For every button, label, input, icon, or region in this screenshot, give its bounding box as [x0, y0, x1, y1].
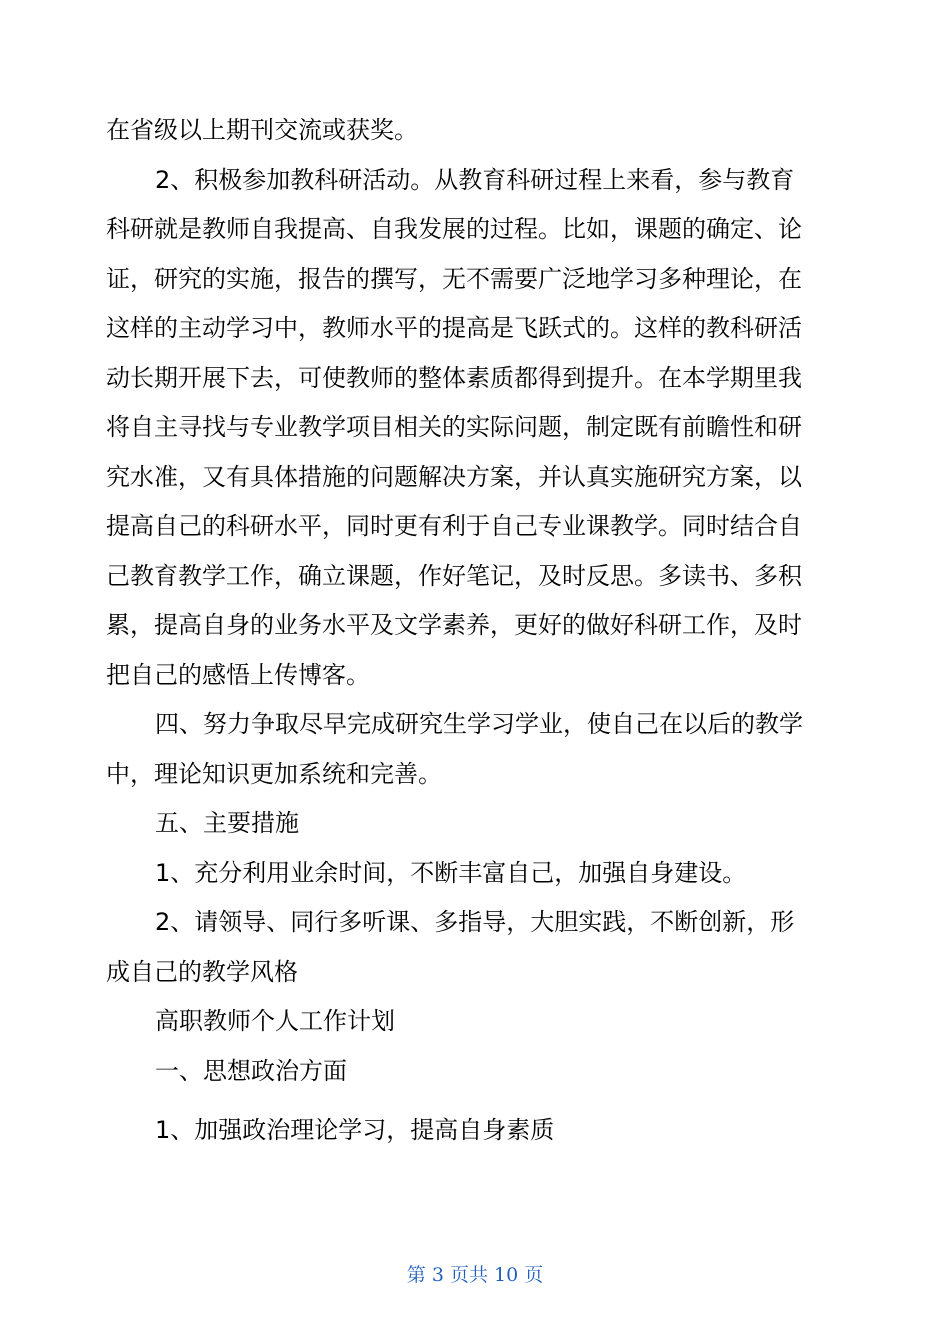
text-line: 提高自己的科研水平，同时更有利于自己专业课教学。同时结合自 [106, 512, 802, 540]
text-line: 四、努力争取尽早完成研究生学习学业，使自己在以后的教学 [155, 710, 803, 738]
section-heading: 五、主要措施 [155, 809, 299, 837]
text-line: 将自主寻找与专业教学项目相关的实际问题，制定既有前瞻性和研 [106, 413, 802, 441]
text-line: 1、加强政治理论学习，提高自身素质 [155, 1116, 555, 1144]
text-line: 2、请领导、同行多听课、多指导，大胆实践，不断创新，形 [155, 908, 795, 936]
text-line: 把自己的感悟上传博客。 [106, 661, 370, 689]
text-line: 究水准，又有具体措施的问题解决方案，并认真实施研究方案，以 [106, 463, 802, 491]
text-line: 动长期开展下去，可使教师的整体素质都得到提升。在本学期里我 [106, 364, 802, 392]
document-title: 高职教师个人工作计划 [155, 1007, 395, 1035]
text-line: 这样的主动学习中，教师水平的提高是飞跃式的。这样的教科研活 [106, 314, 802, 342]
text-line: 1、充分利用业余时间，不断丰富自己，加强自身建设。 [155, 859, 747, 887]
text-line: 己教育教学工作，确立课题，作好笔记，及时反思。多读书、多积 [106, 562, 802, 590]
page-number: 第 3 页共 10 页 [406, 1264, 544, 1286]
text-line: 在省级以上期刊交流或获奖。 [106, 116, 418, 144]
text-line: 科研就是教师自我提高、自我发展的过程。比如，课题的确定、论 [106, 215, 802, 243]
text-line: 中，理论知识更加系统和完善。 [106, 760, 442, 788]
text-line: 证，研究的实施，报告的撰写，无不需要广泛地学习多种理论，在 [106, 265, 802, 293]
text-line: 2、积极参加教科研活动。从教育科研过程上来看，参与教育 [155, 166, 795, 194]
text-line: 成自己的教学风格 [106, 958, 298, 986]
text-line: 累，提高自身的业务水平及文学素养，更好的做好科研工作，及时 [106, 611, 802, 639]
section-heading: 一、思想政治方面 [155, 1057, 347, 1085]
